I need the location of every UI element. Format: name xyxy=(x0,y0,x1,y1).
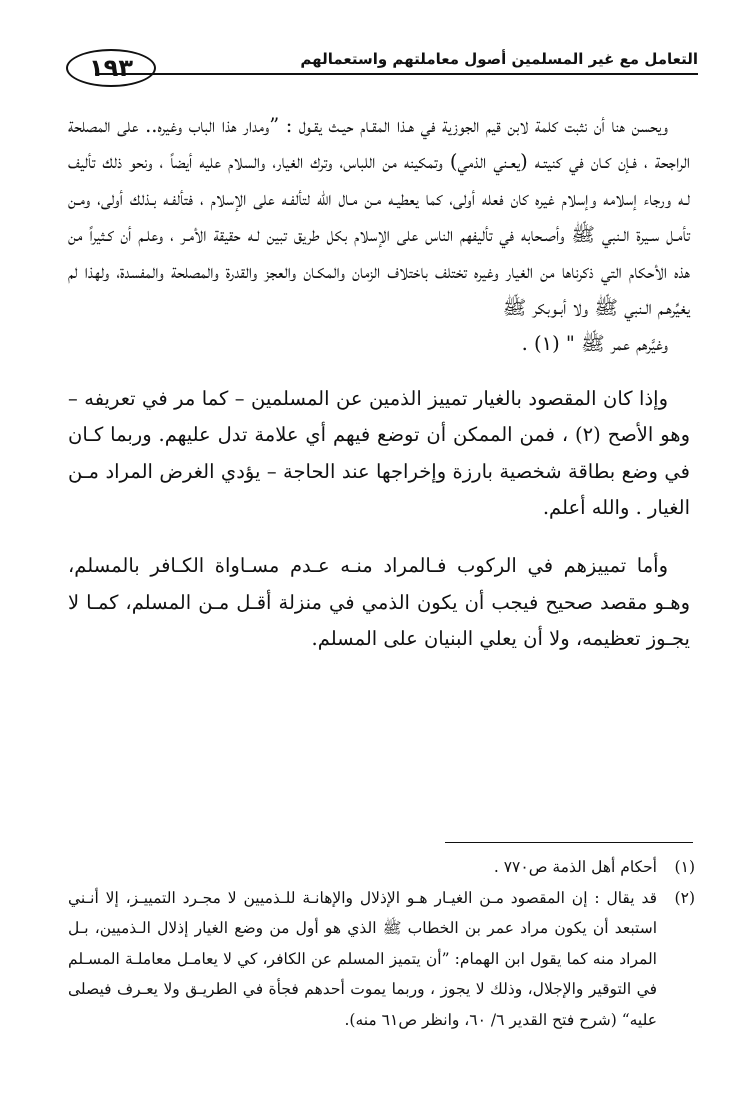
quote-text: ”ومدار هذا الباب وغيره.. على المصلحة الراجحة ، فـإن كـان في كنيتـه (يعـني الذمي) وتمكينه من اللباس، وترك الغيار، والسلام عليه أيضاً ، ونحو ذلك تأليف لـه ورجاء إسلامه وإسلام غيره كان فعله أولى، كما يعطيـه مـن مـال الله لتألفـه على الإسلام ، فتألفـه بـذلك أولى، ومـن تأمـل سـيرة الـنبي ﷺ وأصـحابه في تأليفهم الناس على الإسلام بكل طريق تبين لـه حقيقة الأمـر ، وعلـم أن كـثيراً من هذه الأحكام التي ذكرناها من الغيار وغيره تختلف باختلاف الزمان والمكـان والعجز والقدرة والمصلحة والمفسدة، ولهذا لم يغيِّرهـم الـنبي ﷺ ولا أبـوبكر ﷺ xyxy=(68,114,690,320)
footnote xyxy=(68,852,695,883)
header-rule xyxy=(95,73,698,75)
page-number-oval xyxy=(66,49,156,87)
footnote-text: قد يقال : إن المقصود مـن الغيـار هـو الإذلال والإهانـة للـذميين لا مجـرد التمييـز، إلا أنـني استبعد أن يكون مراد عمر بن الخطاب ﷺ الذي هو أول من وضع الغيار إذلال الـذميين، بـل المراد منه كما يقول ابن الهمام: ”أن يتميز المسلم عن الكافر، كي لا يعامـل معاملـة المسـلم في التوقير والإجلال، وذلك لا يجوز ، وربما يموت أحدهم فجأة في الطريـق ولا يعـرف فيصلى عليه“ (شرح فتح القدير ٦/ ٦٠، وانظر ص٦١ منه). xyxy=(68,888,657,1029)
quote-tail: وغيَّرهم عمر ﷺ " (١) . xyxy=(521,332,668,356)
body-text xyxy=(68,108,690,680)
footnote-mark: (١) xyxy=(674,858,695,876)
page-number: ١٩٣ xyxy=(89,54,133,82)
quote-intro: ويحسن هنا أن نثبت كلمة لابن قيم الجوزية في هـذا المقـام حيـث يقـول : xyxy=(285,114,668,137)
footnote xyxy=(68,883,695,1036)
footnote-separator xyxy=(445,842,693,843)
footnotes xyxy=(68,852,695,1035)
footnote-text: أحكام أهل الذمة ص٧٧٠ . xyxy=(493,858,657,876)
paragraph-ghiyar: وإذا كان المقصود بالغيار تمييز الذمين عن المسلمين – كما مر في تعريفه – وهو الأصح (٢) ، فمن الممكن أن توضع فيهم أي علامة تدل عليهم. وربما كـان في وضع بطاقة شخصية بارزة وإخراجها عند الحاجة – يؤدي الغرض المراد مـن الغيار . والله أعلم. xyxy=(68,386,690,520)
paragraph-riding: وأما تمييزهم في الركوب فـالمراد منـه عـدم مسـاواة الكـافر بالمسلم، وهـو مقصد صحيح فيجب أن يكون الذمي في منزلة أقـل مـن المسلم، كمـا لا يجـوز تعظيمه، ولا أن يعلي البنيان على المسلم. xyxy=(68,554,690,651)
running-header xyxy=(0,0,750,90)
paragraph-quote xyxy=(68,108,690,363)
header-title: التعامل مع غير المسلمين أصول معاملتهم واستعمالهم xyxy=(300,50,698,68)
footnote-mark: (٢) xyxy=(674,888,695,907)
